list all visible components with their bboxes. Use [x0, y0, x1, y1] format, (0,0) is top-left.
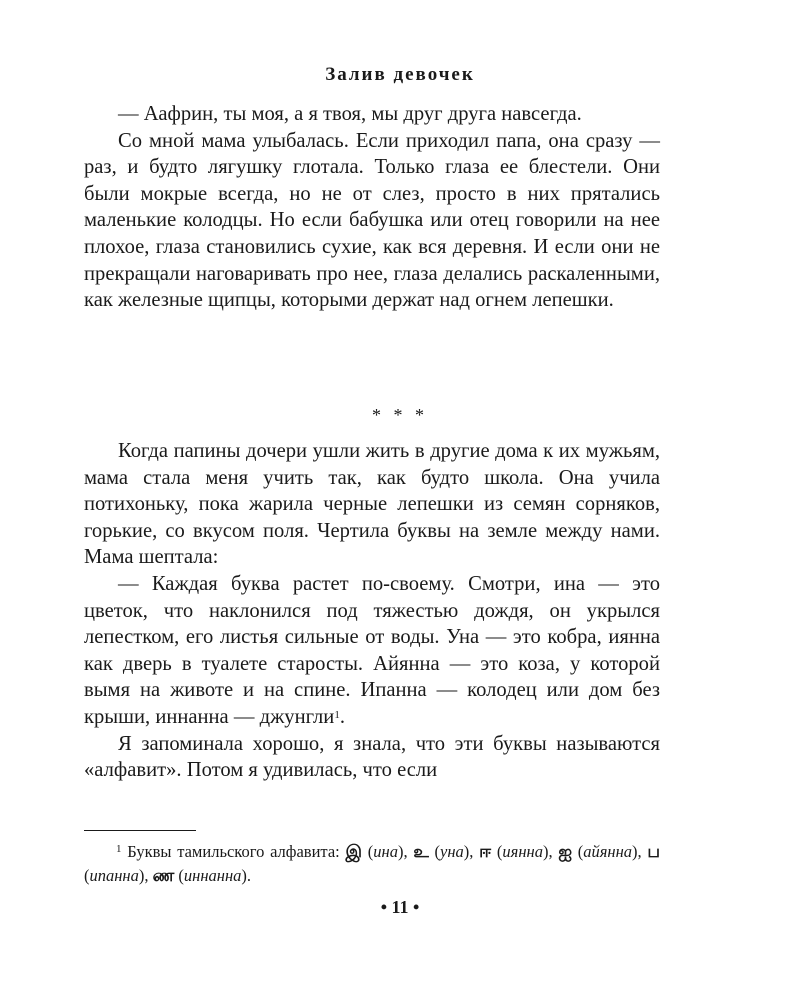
footnote-intro: Буквы тамильского алфавита: [127, 842, 340, 861]
letter-name: айянна [583, 842, 633, 861]
tamil-glyph: ப [647, 842, 661, 862]
letter-name: уна [440, 842, 464, 861]
section-break: * * * [372, 405, 428, 425]
tamil-glyph: இ [345, 842, 363, 862]
footnote-reference[interactable]: 1 [334, 708, 340, 721]
paragraph: — Аафрин, ты моя, а я твоя, мы друг друга навсегда. [118, 103, 582, 125]
footnote [84, 840, 660, 888]
letter-name: иннанна [183, 866, 242, 885]
tamil-glyph: ண [152, 866, 175, 886]
tamil-glyph: ஈ [479, 842, 492, 862]
tamil-glyph: ஐ [558, 842, 572, 862]
text-block-top [84, 101, 660, 314]
page-number: • 11 • [380, 897, 420, 917]
footnote-marker: 1 [116, 843, 122, 855]
letter-name: ипанна [89, 866, 139, 885]
paragraph: Я запоминала хорошо, я знала, что эти буквы называются «алфавит». Потом я удивилась, что если [84, 732, 660, 782]
running-header: Залив девочек [325, 64, 475, 85]
paragraph-text: — Каждая буква растет по-своему. Смотри, ина — это цветок, что наклонился под тяжестью дождя, он укрылся лепестком, его листья сильные от воды. Уна — это кобра, иянна как дверь в туалете старосты. Айянна — это коза, у которой вымя на животе и на спине. Ипанна — колодец или дом без крыши, иннанна — джунгли [84, 572, 660, 728]
tamil-glyph: உ [413, 842, 429, 862]
footnote-line: $^1$ Буквы тамильского алфавита: இ (ина), உ (уна), ஈ (иянна), ஐ (айянна), ப (ипанна), ண (иннанна). [84, 842, 661, 886]
letter-name: иянна [502, 842, 543, 861]
paragraph: Когда папины дочери ушли жить в другие дома к их мужьям, мама стала меня учить так, как будто школа. Она учила потихоньку, пока жарила черные лепешки из семян сорняков, горькие, со вкусом поля. Чертила буквы на земле между нами. Мама шептала: [84, 440, 660, 569]
paragraph: — Каждая буква растет по-своему. Смотри, ина — это цветок, что наклонился под тяжестью дождя, он укрылся лепестком, его листья сильные от воды. Уна — это кобра, иянна как дверь в туалете старосты. Айянна — это коза, у которой вымя на животе и на спине. Ипанна — колодец или дом без крыши, иннанна — джунгли$^1$. [84, 572, 660, 728]
letter-name: ина [373, 842, 398, 861]
paragraph: Со мной мама улыбалась. Если приходил папа, она сразу — раз, и будто лягушку глотала. Только глаза ее блестели. Они были мокрые всегда, но не от слез, просто в них прятались маленькие колодцы. Но если бабушка или отец говорили на нее плохое, глаза становились сухие, как вся деревня. И если они не прекращали наговаривать про нее, глаза делались раскаленными, как железные щипцы, которыми держат над огнем лепешки. [84, 129, 660, 312]
footnote-divider [84, 830, 196, 831]
text-block-bottom [84, 438, 660, 784]
